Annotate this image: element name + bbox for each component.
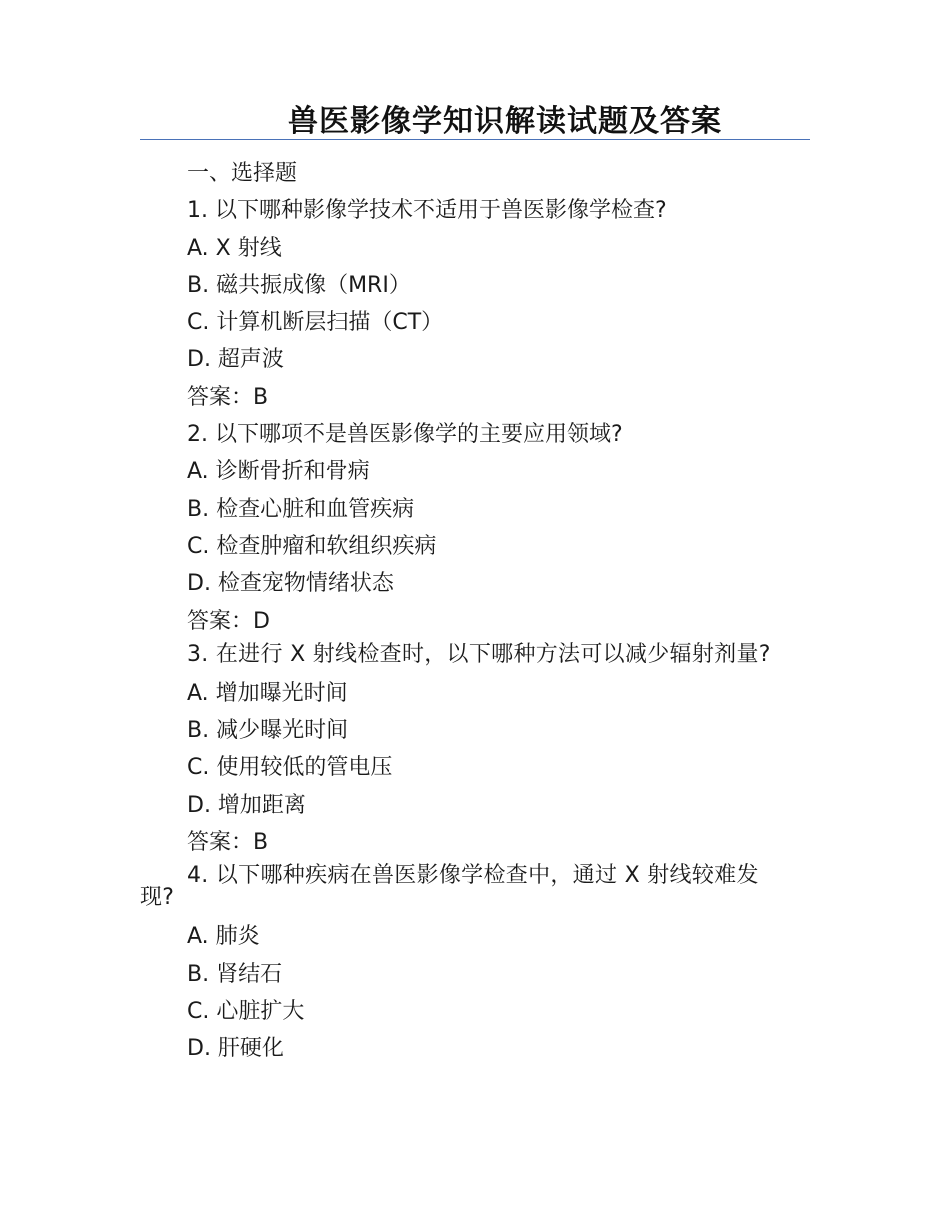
option-d: D. 超声波 bbox=[187, 347, 284, 373]
option-b: B. 肾结石 bbox=[187, 961, 283, 987]
question-text: 1. 以下哪种影像学技术不适用于兽医影像学检查? bbox=[187, 198, 667, 224]
option-a: A. 肺炎 bbox=[187, 924, 260, 950]
section-heading: 一、选择题 bbox=[187, 161, 298, 186]
question-text: 3. 在进行 X 射线检查时，以下哪种方法可以减少辐射剂量? bbox=[187, 641, 771, 667]
option-b: B. 减少曝光时间 bbox=[187, 718, 349, 744]
option-a: A. 增加曝光时间 bbox=[187, 680, 348, 706]
answer-text: 答案：D bbox=[187, 608, 270, 634]
option-d: D. 肝硬化 bbox=[187, 1036, 284, 1062]
option-a: A. 诊断骨折和骨病 bbox=[187, 459, 370, 485]
question-text: 2. 以下哪项不是兽医影像学的主要应用领域? bbox=[187, 422, 623, 448]
document-title: 兽医影像学知识解读试题及答案 bbox=[288, 104, 722, 139]
option-b: B. 检查心脏和血管疾病 bbox=[187, 496, 415, 522]
title-underline bbox=[140, 139, 810, 140]
option-c: C. 使用较低的管电压 bbox=[187, 755, 393, 781]
option-c: C. 检查肿瘤和软组织疾病 bbox=[187, 533, 437, 559]
option-b: B. 磁共振成像（MRI） bbox=[187, 272, 411, 298]
option-d: D. 检查宠物情绪状态 bbox=[187, 571, 394, 597]
document-body bbox=[140, 155, 800, 1068]
question-text: 4. 以下哪种疾病在兽医影像学检查中，通过 X 射线较难发现? bbox=[140, 863, 759, 911]
answer-text: 答案：B bbox=[187, 384, 269, 410]
option-a: A. X 射线 bbox=[187, 235, 282, 261]
option-c: C. 计算机断层扫描（CT） bbox=[187, 310, 444, 336]
option-d: D. 增加距离 bbox=[187, 792, 306, 818]
answer-text: 答案：B bbox=[187, 830, 269, 856]
option-c: C. 心脏扩大 bbox=[187, 998, 305, 1024]
